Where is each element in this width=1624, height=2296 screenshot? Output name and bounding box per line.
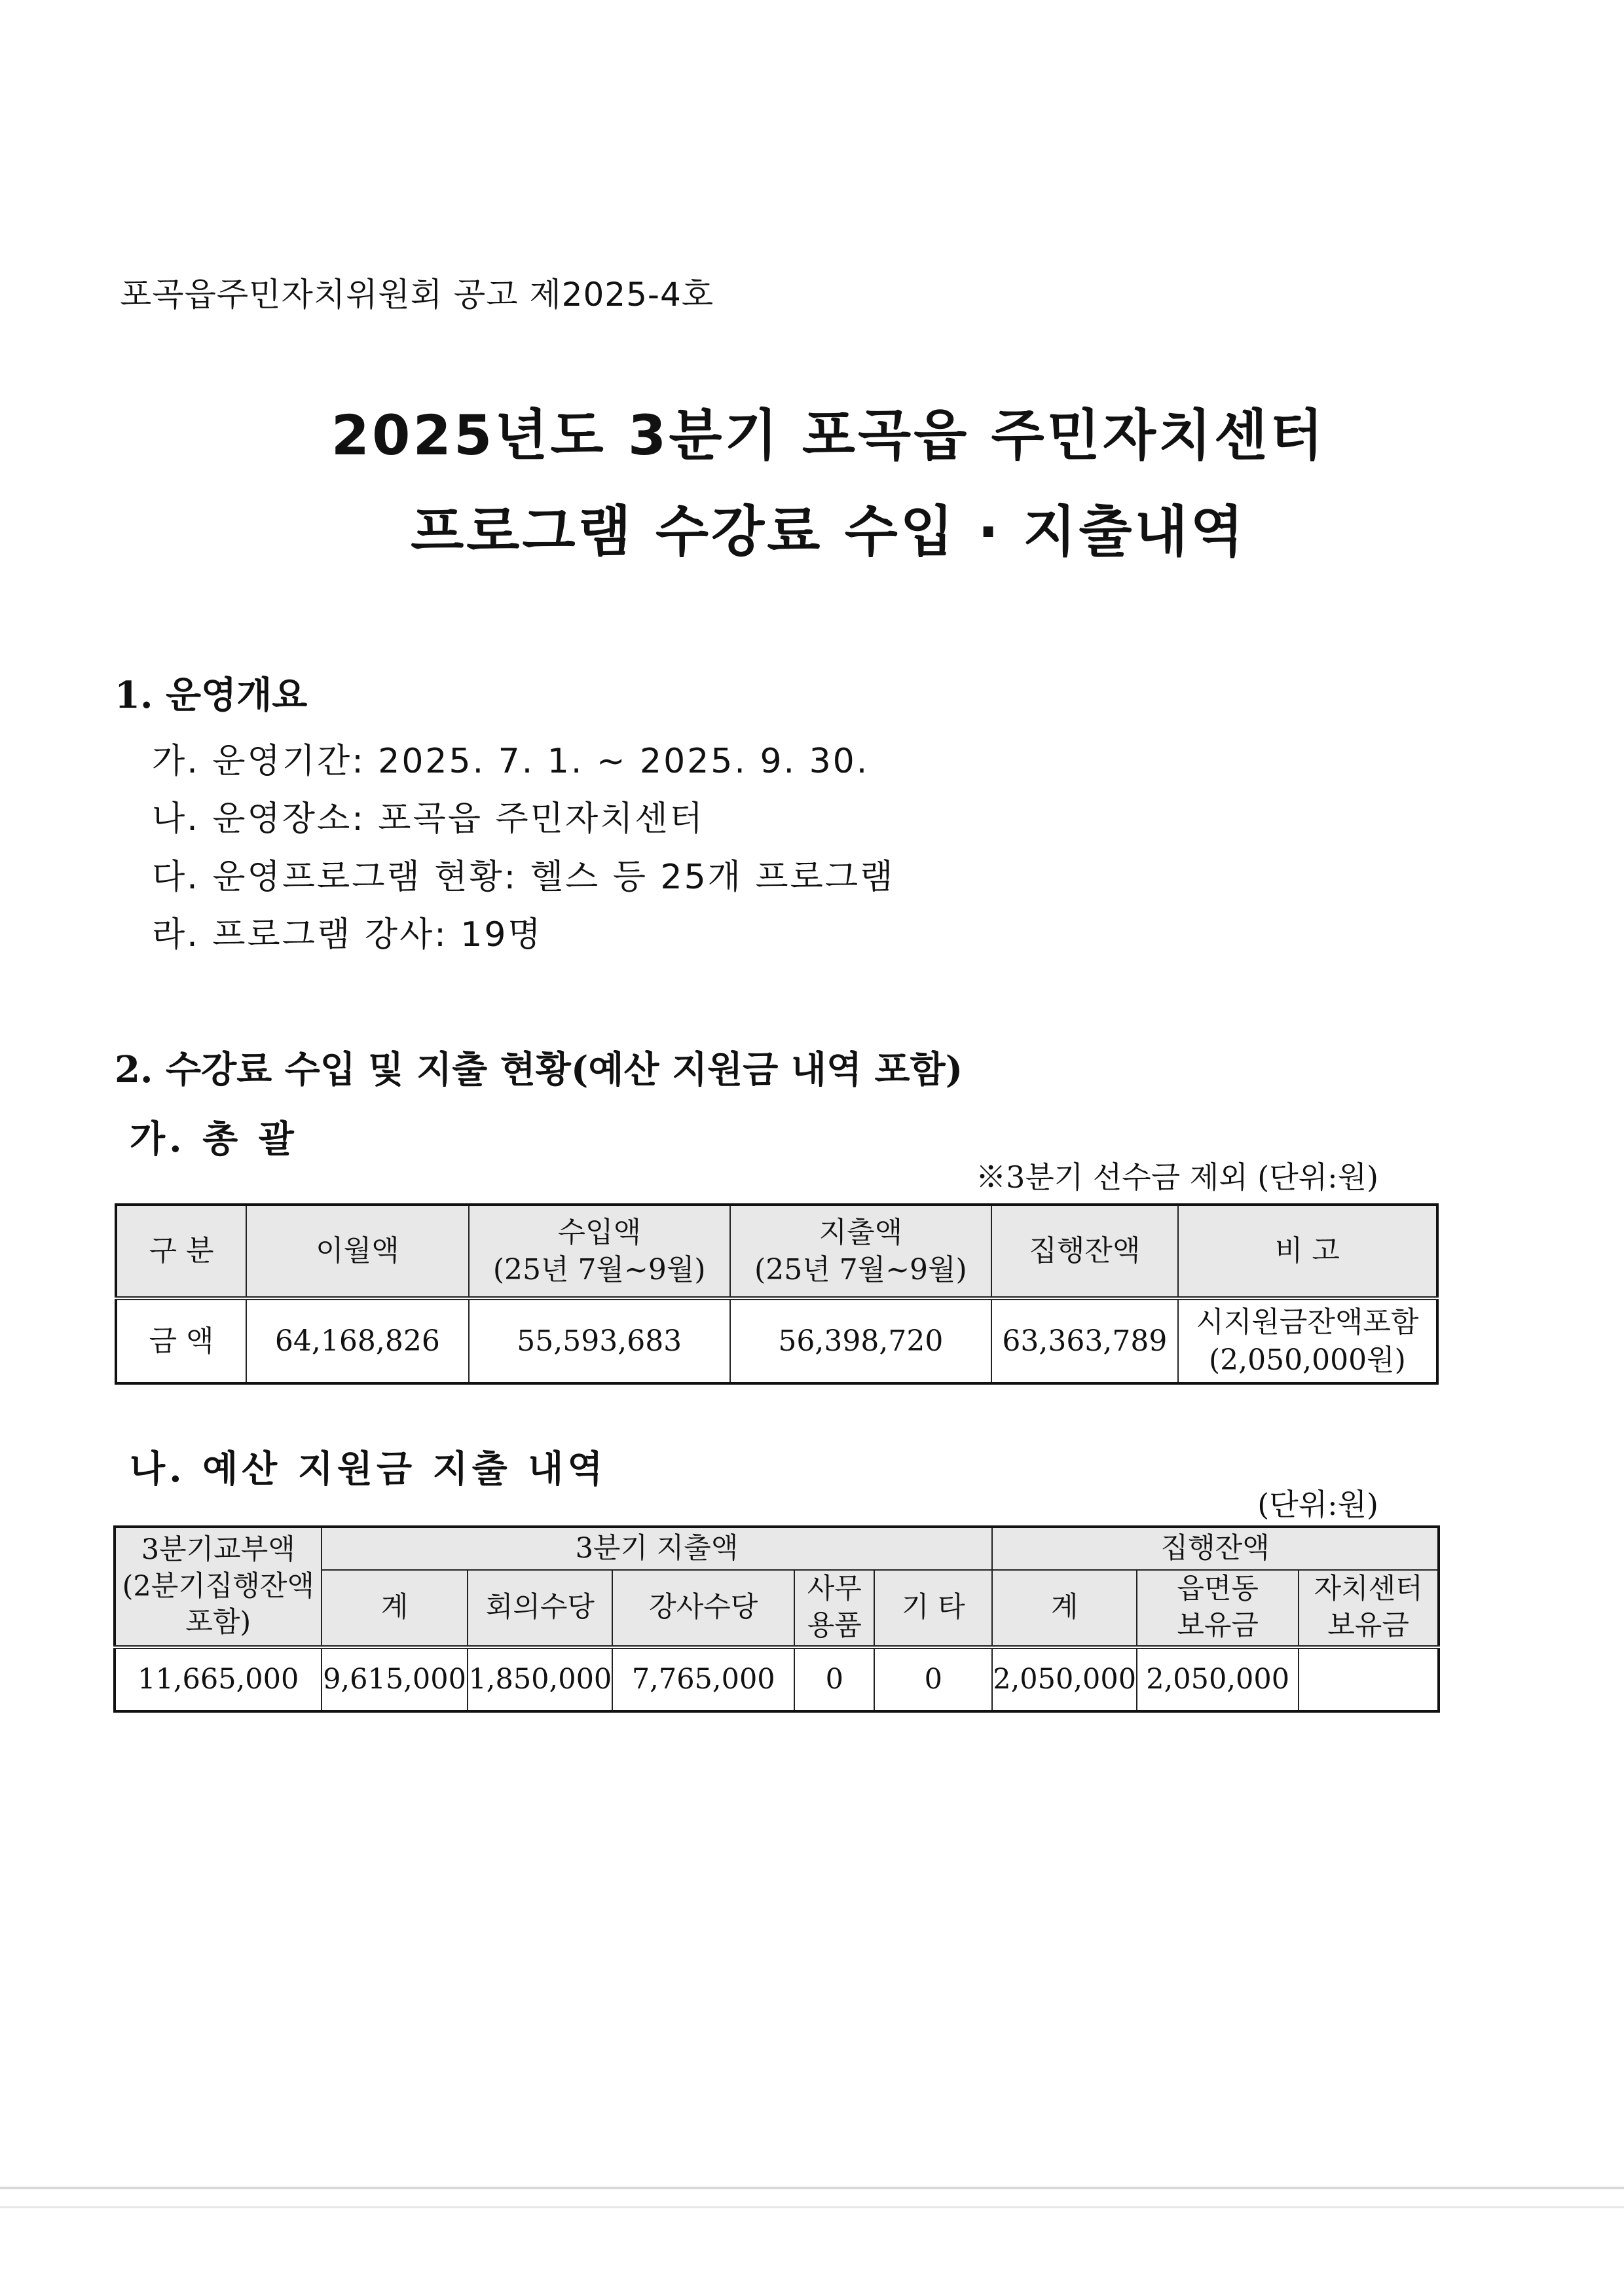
header-expense-group: 3분기 지출액 xyxy=(322,1527,993,1570)
header-office-line1: 사무 xyxy=(807,1573,862,1606)
remark-line2: (2,050,000원) xyxy=(1209,1343,1406,1377)
section1-heading: 1. 운영개요 xyxy=(115,674,308,717)
header-town-line2: 보유금 xyxy=(1177,1609,1259,1642)
header-expense-label: 지출액 xyxy=(819,1215,903,1249)
header-town xyxy=(1137,1570,1299,1647)
cell-carryover: 64,168,826 xyxy=(246,1298,469,1383)
summary-data-row xyxy=(116,1298,1437,1383)
cell-expense: 56,398,720 xyxy=(730,1298,991,1383)
overview-item-programs: 다. 운영프로그램 현황: 헬스 등 25개 프로그램 xyxy=(152,858,895,897)
summary-unit-note: ※3분기 선수금 제외 (단위:원) xyxy=(976,1159,1378,1195)
cell-income: 55,593,683 xyxy=(469,1298,730,1383)
cell-meeting: 1,850,000 xyxy=(468,1647,612,1711)
header-income-label: 수입액 xyxy=(557,1215,641,1249)
header-grant-line3: 포함) xyxy=(185,1606,251,1639)
scan-edge-line xyxy=(0,2187,1624,2189)
header-balance-group: 집행잔액 xyxy=(992,1527,1439,1570)
header-carryover: 이월액 xyxy=(246,1205,469,1298)
header-expense-period: (25년 7월~9월) xyxy=(754,1253,967,1286)
header-grant-line2: (2분기집행잔액 xyxy=(122,1569,314,1603)
summary-header-row xyxy=(116,1205,1437,1298)
remark-line1: 시지원금잔액포함 xyxy=(1196,1305,1419,1339)
header-balance-total: 계 xyxy=(992,1570,1137,1647)
header-remark: 비 고 xyxy=(1178,1205,1437,1298)
overview-item-instructors: 라. 프로그램 강사: 19명 xyxy=(152,915,543,955)
cell-expense-total: 9,615,000 xyxy=(322,1647,468,1711)
cell-other: 0 xyxy=(874,1647,992,1711)
summary-heading: 가. 총 괄 xyxy=(130,1118,298,1161)
header-center-line2: 보유금 xyxy=(1327,1609,1409,1642)
section2-heading: 2. 수강료 수입 및 지출 현황(예산 지원금 내역 포함) xyxy=(115,1048,963,1091)
budget-heading: 나. 예산 지원금 지출 내역 xyxy=(130,1448,607,1491)
cell-center xyxy=(1299,1647,1439,1711)
header-income xyxy=(469,1205,730,1298)
cell-balance: 63,363,789 xyxy=(991,1298,1178,1383)
cell-instructor: 7,765,000 xyxy=(612,1647,794,1711)
header-grant xyxy=(115,1527,322,1647)
header-expense xyxy=(730,1205,991,1298)
row-label: 금 액 xyxy=(116,1298,246,1383)
header-instructor: 강사수당 xyxy=(612,1570,794,1647)
header-category: 구 분 xyxy=(116,1205,246,1298)
summary-table xyxy=(115,1203,1439,1385)
header-expense-total: 계 xyxy=(322,1570,468,1647)
header-grant-line1: 3분기교부액 xyxy=(141,1533,295,1566)
header-center xyxy=(1299,1570,1439,1647)
cell-grant: 11,665,000 xyxy=(115,1647,322,1711)
budget-data-row xyxy=(115,1647,1439,1711)
budget-unit-note: (단위:원) xyxy=(1257,1487,1378,1522)
notice-number: 포곡읍주민자치위원회 공고 제2025-4호 xyxy=(120,276,714,314)
document-title-line1: 2025년도 3분기 포곡읍 주민자치센터 xyxy=(331,403,1326,467)
cell-town: 2,050,000 xyxy=(1137,1647,1299,1711)
overview-item-location: 나. 운영장소: 포곡읍 주민자치센터 xyxy=(152,799,705,839)
cell-balance-total: 2,050,000 xyxy=(992,1647,1137,1711)
header-office-line2: 용품 xyxy=(807,1609,862,1642)
header-balance: 집행잔액 xyxy=(991,1205,1178,1298)
overview-item-period: 가. 운영기간: 2025. 7. 1. ~ 2025. 9. 30. xyxy=(152,742,870,781)
header-other: 기 타 xyxy=(874,1570,992,1647)
cell-remark xyxy=(1178,1298,1437,1383)
header-meeting: 회의수당 xyxy=(468,1570,612,1647)
cell-office: 0 xyxy=(794,1647,874,1711)
budget-table xyxy=(113,1525,1440,1713)
header-income-period: (25년 7월~9월) xyxy=(492,1253,706,1286)
header-office xyxy=(794,1570,874,1647)
header-town-line1: 읍면동 xyxy=(1177,1573,1259,1606)
document-title-line2: 프로그램 수강료 수입 · 지출내역 xyxy=(411,500,1246,564)
header-center-line1: 자치센터 xyxy=(1314,1573,1423,1606)
budget-header-row1 xyxy=(115,1527,1439,1570)
scan-edge-line-2 xyxy=(0,2206,1624,2208)
